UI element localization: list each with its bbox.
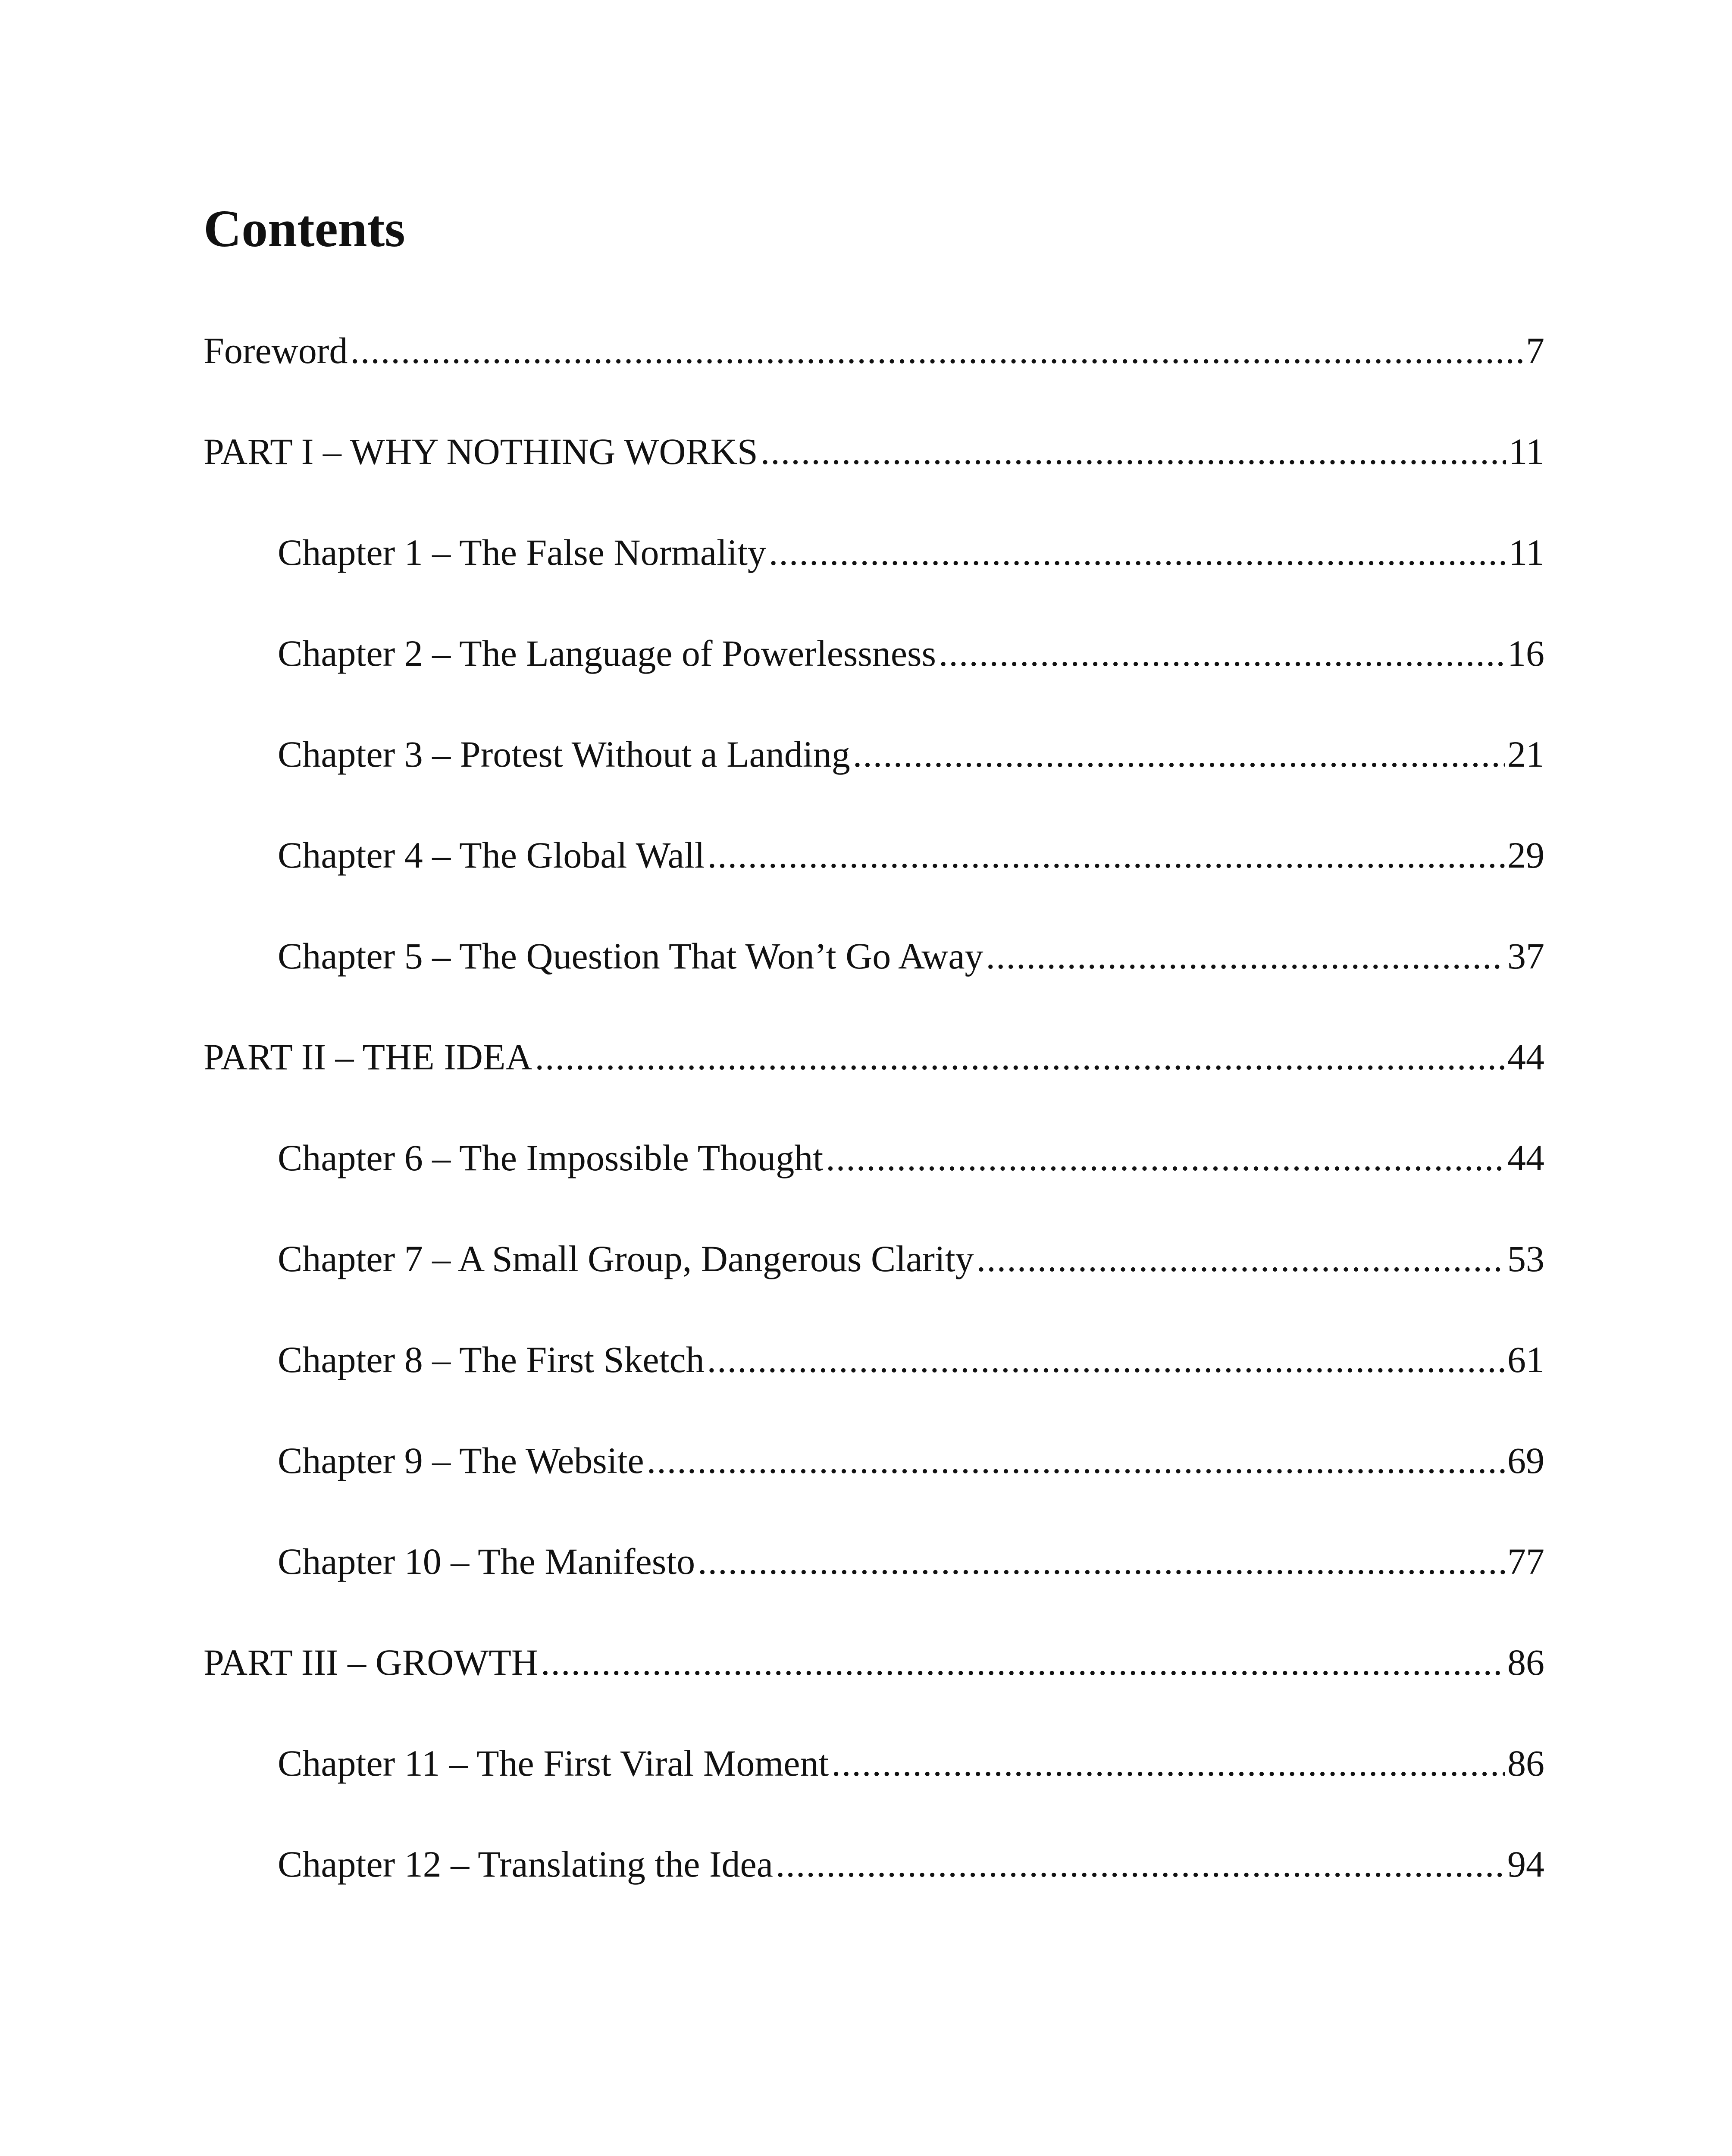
toc-dot-leader xyxy=(535,1038,1505,1075)
toc-page-number: 61 xyxy=(1507,1339,1544,1380)
toc-dot-leader xyxy=(831,1745,1505,1782)
toc-entry-label: Chapter 11 – The First Viral Moment xyxy=(278,1742,829,1784)
toc-page-number: 29 xyxy=(1507,834,1544,876)
toc-dot-leader xyxy=(761,433,1506,470)
toc-chapter-entry[interactable] xyxy=(204,534,1544,635)
toc-chapter-entry[interactable] xyxy=(204,1843,1544,1946)
toc-dot-leader xyxy=(939,635,1505,672)
toc-page-number: 69 xyxy=(1507,1440,1544,1481)
toc-entry-label: Chapter 6 – The Impossible Thought xyxy=(278,1137,824,1178)
toc-dot-leader xyxy=(776,1846,1505,1883)
toc-page-number: 44 xyxy=(1507,1137,1544,1178)
toc-part-entry[interactable] xyxy=(204,332,1544,433)
toc-chapter-entry[interactable] xyxy=(204,1341,1544,1442)
toc-entry-label: PART II – THE IDEA xyxy=(204,1036,532,1078)
toc-page-number: 21 xyxy=(1507,733,1544,775)
toc-chapter-entry[interactable] xyxy=(204,1742,1544,1846)
toc-chapter-entry[interactable] xyxy=(204,733,1544,837)
toc-part-entry[interactable] xyxy=(204,1644,1544,1745)
toc-dot-leader xyxy=(698,1543,1505,1580)
toc-entry-label: Chapter 7 – A Small Group, Dangerous Clarity xyxy=(278,1238,974,1279)
toc-entry-label: Chapter 8 – The First Sketch xyxy=(278,1339,705,1380)
toc-chapter-entry[interactable] xyxy=(204,635,1544,736)
toc-entry-label: Chapter 4 – The Global Wall xyxy=(278,834,705,876)
toc-dot-leader xyxy=(826,1139,1505,1176)
toc-chapter-entry[interactable] xyxy=(204,1240,1544,1341)
toc-dot-leader xyxy=(541,1644,1505,1681)
toc-chapter-entry[interactable] xyxy=(204,1442,1544,1543)
toc-dot-leader xyxy=(647,1442,1505,1479)
toc-page-number: 77 xyxy=(1507,1541,1544,1582)
toc-dot-leader xyxy=(986,937,1505,975)
toc-page-number: 37 xyxy=(1507,935,1544,977)
toc-dot-leader xyxy=(708,837,1505,874)
toc-dot-leader xyxy=(853,736,1505,773)
toc-dot-leader xyxy=(350,332,1523,369)
toc-page-number: 11 xyxy=(1509,431,1544,472)
toc-page-number: 53 xyxy=(1507,1238,1544,1279)
toc-page-number: 7 xyxy=(1526,330,1544,371)
toc-entry-label: Chapter 10 – The Manifesto xyxy=(278,1541,695,1582)
table-of-contents xyxy=(204,332,1544,1946)
toc-part-entry[interactable] xyxy=(204,1038,1544,1139)
toc-dot-leader xyxy=(977,1240,1505,1277)
toc-entry-label: Chapter 3 – Protest Without a Landing xyxy=(278,733,850,775)
toc-page-number: 16 xyxy=(1507,633,1544,674)
toc-page-number: 86 xyxy=(1507,1642,1544,1683)
toc-entry-label: Chapter 12 – Translating the Idea xyxy=(278,1843,773,1885)
toc-entry-label: Foreword xyxy=(204,330,348,371)
toc-chapter-entry[interactable] xyxy=(204,937,1544,1038)
toc-page-number: 94 xyxy=(1507,1843,1544,1885)
toc-chapter-entry[interactable] xyxy=(204,1139,1544,1240)
page-title: Contents xyxy=(204,200,405,258)
toc-entry-label: Chapter 5 – The Question That Won’t Go Away xyxy=(278,935,983,977)
toc-entry-label: PART I – WHY NOTHING WORKS xyxy=(204,431,758,472)
toc-entry-label: Chapter 1 – The False Normality xyxy=(278,532,766,573)
toc-chapter-entry[interactable] xyxy=(204,1543,1544,1644)
toc-page-number: 44 xyxy=(1507,1036,1544,1078)
toc-chapter-entry[interactable] xyxy=(204,834,1544,937)
toc-entry-label: Chapter 2 – The Language of Powerlessness xyxy=(278,633,936,674)
toc-dot-leader xyxy=(769,534,1506,571)
toc-entry-label: PART III – GROWTH xyxy=(204,1642,539,1683)
toc-dot-leader xyxy=(707,1341,1505,1378)
toc-entry-label: Chapter 9 – The Website xyxy=(278,1440,644,1481)
toc-page-number: 86 xyxy=(1507,1742,1544,1784)
toc-page-number: 11 xyxy=(1509,532,1544,573)
toc-part-entry[interactable] xyxy=(204,433,1544,534)
